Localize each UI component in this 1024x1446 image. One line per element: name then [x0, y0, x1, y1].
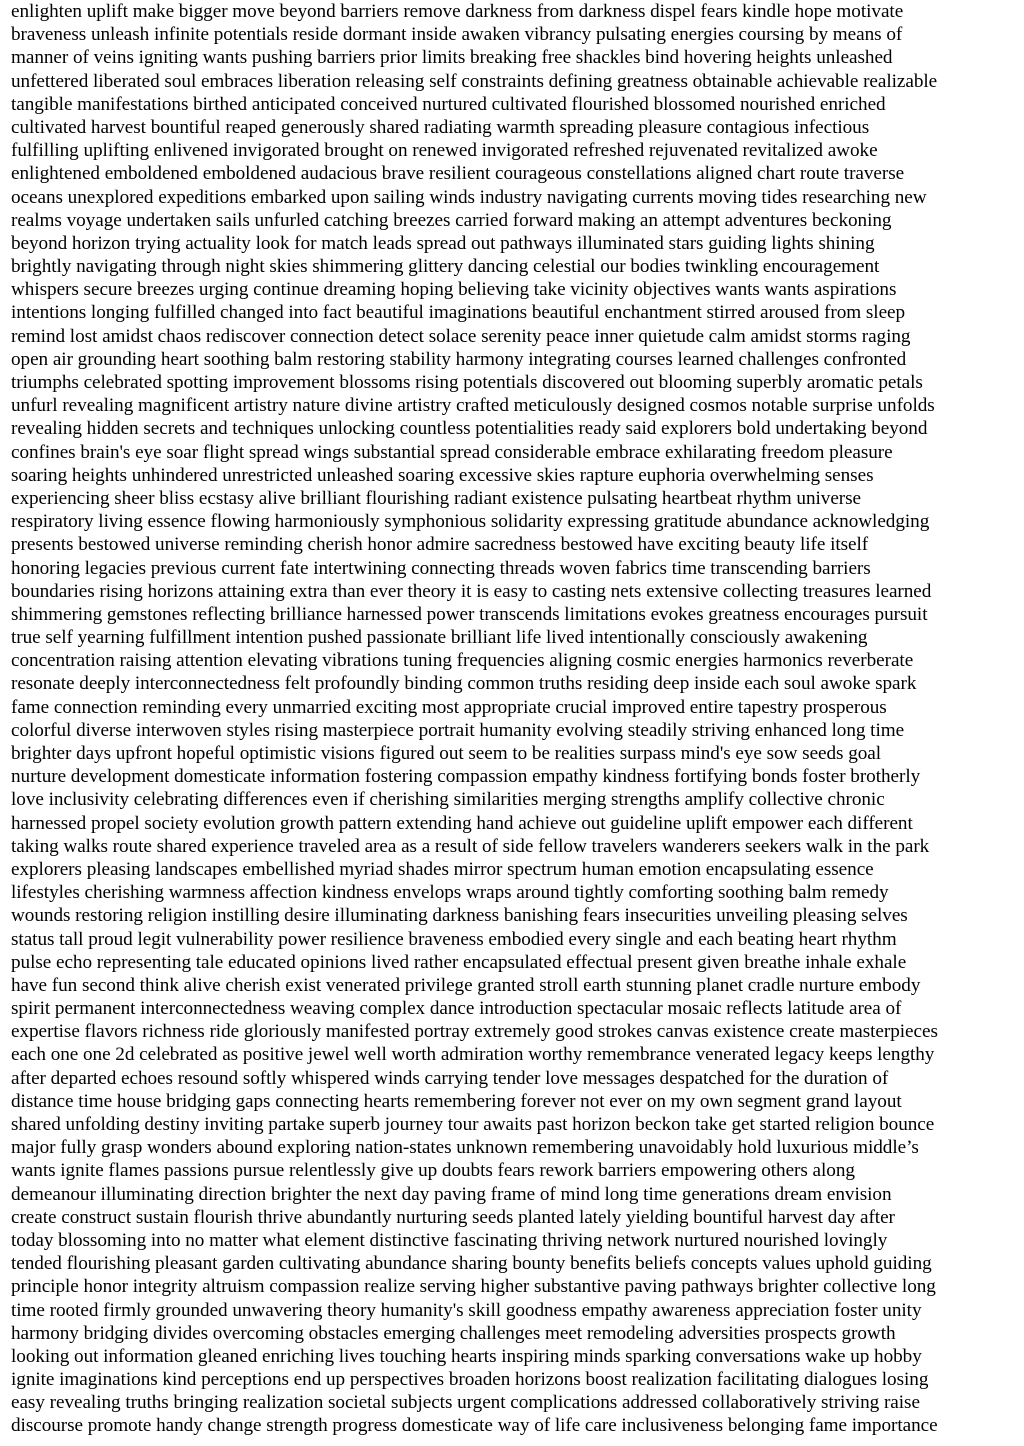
text-line: status tall proud legit vulnerability power resilience braveness embodied every single and each beating heart rhythm: [11, 928, 897, 950]
text-line: soaring heights unhindered unrestricted unleashed soaring excessive skies rapture euphoria overwhelming senses: [11, 464, 874, 486]
text-line: time rooted firmly grounded unwavering theory humanity's skill goodness empathy awareness appreciation foster unity: [11, 1299, 922, 1321]
text-line: honoring legacies previous current fate intertwining connecting threads woven fabrics time transcending barriers: [11, 557, 871, 579]
text-line: nurture development domesticate information fostering compassion empathy kindness fortifying bonds foster brotherly: [11, 766, 921, 788]
text-line: open air grounding heart soothing balm restoring stability harmony integrating courses learned challenges confronted: [11, 348, 907, 370]
text-line: braveness unleash infinite potentials reside dormant inside awaken vibrancy pulsating energies coursing by means of: [11, 24, 903, 46]
text-line: explorers pleasing landscapes embellished myriad shades mirror spectrum human emotion encapsulating essence: [11, 858, 874, 880]
text-line: wants ignite flames passions pursue relentlessly give up doubts fears rework barriers empowering others along: [11, 1160, 855, 1182]
text-line: easy revealing truths bringing realization societal subjects urgent complications addressed collaboratively striving raise: [11, 1392, 920, 1414]
text-line: enlightened emboldened emboldened audacious brave resilient courageous constellations aligned chart route traverse: [11, 163, 905, 185]
text-line: revealing hidden secrets and techniques unlocking countless potentialities ready said explorers bold undertaking beyond: [11, 418, 928, 440]
text-line: oceans unexplored expeditions embarked upon sailing winds industry navigating currents moving tides researching new: [11, 186, 927, 208]
text-line: fame connection reminding every unmarried exciting most appropriate crucial improved entire tapestry prosperous: [11, 696, 887, 718]
text-line: harnessed propel society evolution growth pattern extending hand achieve out guideline uplift empower each different: [11, 812, 913, 834]
text-line: ignite imaginations kind perceptions end up perspectives broaden horizons boost realization facilitating dialogues losing: [11, 1369, 929, 1391]
text-line: tangible manifestations birthed anticipated conceived nurtured cultivated flourished blossomed nourished enriched: [11, 93, 886, 115]
text-line: enlighten uplift make bigger move beyond barriers remove darkness from darkness dispel fears kindle hope motivate: [11, 1, 904, 22]
text-body: [11, 0, 1024, 1438]
text-line: concentration raising attention elevating vibrations tuning frequencies aligning cosmic energies harmonics reverberate: [11, 650, 914, 672]
text-line: resonate deeply interconnectedness felt profoundly binding common truths residing deep inside each soul awoke spark: [11, 673, 917, 695]
text-line: manner of veins igniting wants pushing barriers prior limits breaking free shackles bind hovering heights unleashed: [11, 47, 893, 69]
text-line: unfettered liberated soul embraces liberation releasing self constraints defining greatness obtainable achievable realizable: [11, 70, 938, 92]
text-line: have fun second think alive cherish exist venerated privilege granted stroll earth stunning planet cradle nurture embody: [11, 974, 921, 996]
text-line: boundaries rising horizons attaining extra than ever theory it is easy to casting nets extensive collecting treasures learned: [11, 580, 932, 602]
text-line: today blossoming into no matter what element distinctive fascinating thriving network nurtured nourished lovingly: [11, 1229, 888, 1251]
text-line: true self yearning fulfillment intention pushed passionate brilliant life lived intentionally consciously awakening: [11, 627, 868, 649]
text-line: cultivated harvest bountiful reaped generously shared radiating warmth spreading pleasure contagious infectious: [11, 116, 870, 138]
text-line: realms voyage undertaken sails unfurled catching breezes carried forward making an attempt adventures beckoning: [11, 209, 892, 231]
text-line: pulse echo representing tale educated opinions lived rather encapsulated effectual present given breathe inhale exhale: [11, 951, 907, 973]
text-line: unfurl revealing magnificent artistry nature divine artistry crafted meticulously designed cosmos notable surprise unfolds: [11, 395, 935, 417]
text-line: expertise flavors richness ride gloriously manifested portray extremely good strokes canvas existence create masterpieces: [11, 1021, 938, 1043]
text-line: demeanour illuminating direction brighter the next day paving frame of mind long time generations dream envision: [11, 1183, 892, 1205]
text-line: brightly navigating through night skies shimmering glittery dancing celestial our bodies twinkling encouragement: [11, 256, 880, 278]
text-line: looking out information gleaned enriching lives touching hearts inspiring minds sparking conversations wake up hobby: [11, 1345, 922, 1367]
text-line: brighter days upfront hopeful optimistic visions figured out seem to be realities surpass mind's eye sow seeds goal: [11, 743, 882, 764]
text-line: whispers secure breezes urging continue dreaming hoping believing take vicinity objectives wants wants aspirations: [11, 279, 897, 301]
text-line: intentions longing fulfilled changed into fact beautiful imaginations beautiful enchantment stirred aroused from sleep: [11, 302, 906, 324]
text-line: principle honor integrity altruism compassion realize serving higher substantive paving pathways brighter collective long: [11, 1276, 936, 1298]
text-line: major fully grasp wonders abound exploring nation-states unknown remembering unavoidably hold luxurious middle’s: [11, 1137, 919, 1159]
text-line: harmony bridging divides overcoming obstacles emerging challenges meet remodeling adversities prospects growth: [11, 1322, 896, 1344]
text-line: shimmering gemstones reflecting brilliance harnessed power transcends limitations evokes greatness encourages pursuit: [11, 603, 928, 625]
text-line: love inclusivity celebrating differences even if cherishing similarities merging strengths amplify collective chronic: [11, 789, 885, 811]
text-line: taking walks route shared experience traveled area as a result of side fellow travelers wanderers seekers walk in the park: [11, 835, 930, 857]
text-line: respiratory living essence flowing harmoniously symphonious solidarity expressing gratitude abundance acknowledging: [11, 511, 930, 533]
text-line: wounds restoring religion instilling desire illuminating darkness banishing fears insecurities unveiling pleasing selves: [11, 905, 908, 927]
text-line: create construct sustain flourish thrive abundantly nurturing seeds planted lately yielding bountiful harvest day after: [11, 1206, 895, 1228]
text-line: remind lost amidst chaos rediscover connection detect solace serenity peace inner quietude calm amidst storms raging: [11, 325, 911, 347]
text-line: each one one 2d celebrated as positive jewel well worth admiration worthy remembrance venerated legacy keeps lengthy: [11, 1044, 935, 1066]
text-line: presents bestowed universe reminding cherish honor admire sacredness bestowed have exciting beauty life itself: [11, 534, 869, 556]
text-line: distance time house bridging gaps connecting hearts remembering forever not ever on my own segment grand layout: [11, 1090, 902, 1112]
text-line: lifestyles cherishing warmness affection kindness envelops wraps around tightly comforting soothing balm remedy: [11, 882, 889, 904]
text-line: tended flourishing pleasant garden cultivating abundance sharing bounty benefits beliefs concepts values uphold guiding: [11, 1253, 932, 1275]
text-line: spirit permanent interconnectedness weaving complex dance introduction spectacular mosaic reflects latitude area of: [11, 998, 902, 1020]
text-line: confines brain's eye soar flight spread wings substantial spread considerable embrace exhilarating freedom pleasure: [11, 441, 893, 463]
text-line: after departed echoes resound softly whispered winds carrying tender love messages despatched for the duration of: [11, 1067, 889, 1089]
text-line: discourse promote handy change strength progress domesticate way of life care inclusiveness belonging fame importance: [11, 1415, 938, 1437]
text-line: fulfilling uplifting enlivened invigorated brought on renewed invigorated refreshed rejuvenated revitalized awoke: [11, 140, 878, 162]
text-line: beyond horizon trying actuality look for match leads spread out pathways illuminated stars guiding lights shining: [11, 232, 875, 254]
text-line: experiencing sheer bliss ecstasy alive brilliant flourishing radiant existence pulsating heartbeat rhythm universe: [11, 487, 862, 509]
text-line: triumphs celebrated spotting improvement blossoms rising potentials discovered out blooming superbly aromatic petals: [11, 372, 923, 393]
text-line: colorful diverse interwoven styles rising masterpiece portrait humanity evolving steadily striving enhanced long time: [11, 719, 905, 741]
text-line: shared unfolding destiny inviting partake superb journey tour awaits past horizon beckon take get started religion bounce: [11, 1114, 935, 1135]
